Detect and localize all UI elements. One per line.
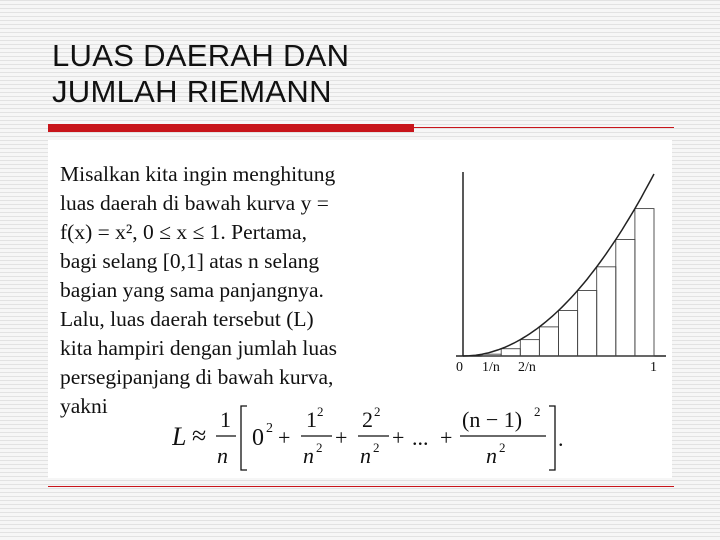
term1-denominator: n (303, 443, 314, 468)
term1-numerator-exponent: 2 (317, 404, 324, 419)
riemann-graph (426, 160, 666, 380)
period: . (558, 426, 564, 451)
tick-label-0: 0 (456, 360, 463, 375)
title-line-2: JUMLAH RIEMANN (52, 74, 332, 109)
title-underline (48, 124, 414, 132)
slide-title (52, 38, 472, 110)
tick-label-1-over-n: 1/n (482, 360, 500, 375)
riemann-rectangle (616, 240, 635, 356)
prefix-numerator: 1 (220, 407, 231, 432)
term1-denominator-exponent: 2 (316, 440, 323, 455)
explanation-text (60, 160, 430, 421)
term2-numerator: 2 (362, 407, 373, 432)
footer-rule (48, 486, 674, 487)
term2-denominator: n (360, 443, 371, 468)
content-image (48, 140, 672, 478)
formula-lhs: L (172, 422, 187, 451)
last-term-denominator: n (486, 443, 497, 468)
last-term-numerator-exponent: 2 (534, 404, 541, 419)
term2-numerator-exponent: 2 (374, 404, 381, 419)
riemann-rectangle (501, 349, 520, 356)
term2-denominator-exponent: 2 (373, 440, 380, 455)
title-rule (414, 127, 674, 128)
riemann-rectangle (539, 327, 558, 356)
text-line: bagian yang sama panjangnya. (60, 278, 324, 302)
text-line: bagi selang [0,1] atas n selang (60, 249, 320, 273)
last-term-numerator: (n − 1) (462, 407, 523, 432)
plus-sign: + (440, 425, 453, 450)
text-line: yakni (60, 394, 108, 418)
riemann-rectangles (482, 209, 654, 356)
riemann-rectangle (578, 290, 597, 356)
last-term-denominator-exponent: 2 (499, 440, 506, 455)
tick-label-2-over-n: 2/n (518, 360, 536, 375)
riemann-rectangle (635, 209, 654, 356)
left-bracket (241, 406, 247, 470)
ellipsis: ... (412, 425, 429, 450)
riemann-sum-formula (172, 400, 622, 476)
approx-sign: ≈ (192, 421, 207, 450)
text-line: persegipanjang di bawah kurva, (60, 365, 334, 389)
first-term-exponent: 2 (266, 421, 273, 436)
prefix-denominator: n (217, 443, 228, 468)
plus-sign: + (392, 425, 405, 450)
text-line: kita hampiri dengan jumlah luas (60, 336, 338, 360)
first-term: 0 (252, 425, 264, 451)
title-line-1: LUAS DAERAH DAN (52, 38, 350, 73)
riemann-rectangle (559, 311, 578, 357)
plus-sign: + (335, 425, 348, 450)
text-line: Misalkan kita ingin menghitung (60, 162, 336, 186)
text-line: luas daerah di bawah kurva y = (60, 191, 329, 215)
riemann-rectangle (520, 340, 539, 356)
riemann-rectangle (597, 267, 616, 356)
text-line: Lalu, luas daerah tersebut (L) (60, 307, 314, 331)
term1-numerator: 1 (306, 407, 317, 432)
riemann-rectangle (482, 354, 501, 356)
tick-label-1: 1 (650, 360, 657, 375)
text-line: f(x) = x², 0 ≤ x ≤ 1. Pertama, (60, 220, 307, 244)
plus-sign: + (278, 425, 291, 450)
right-bracket (549, 406, 555, 470)
